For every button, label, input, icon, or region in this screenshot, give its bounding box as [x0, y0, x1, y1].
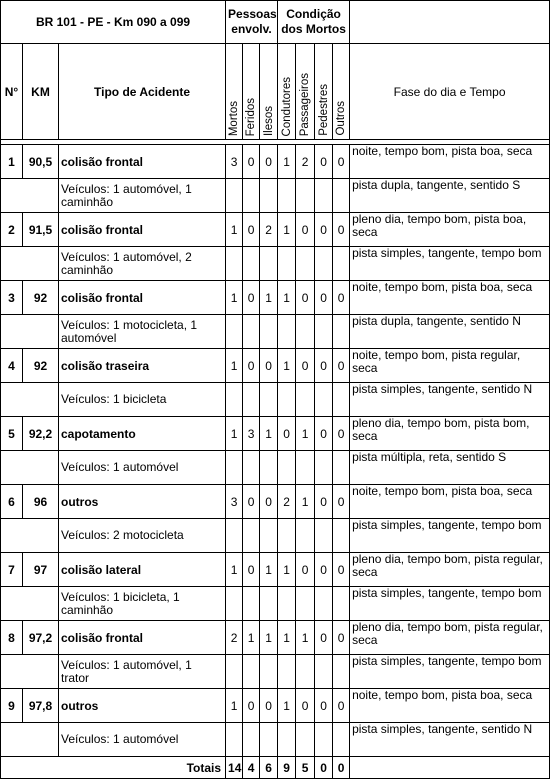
cell-feridos: 0 [243, 485, 260, 519]
cell-veiculos: Veículos: 1 automóvel [59, 451, 226, 485]
cell-mortos: 3 [226, 485, 243, 519]
col-header-condutores-label: Condutores [280, 76, 293, 136]
cell-blank [315, 723, 333, 757]
cell-blank [260, 655, 278, 689]
cell-ilesos: 0 [260, 689, 278, 723]
col-header-pedestres-label: Pedestres [317, 84, 330, 136]
cell-pedestres: 0 [315, 349, 333, 383]
cell-blank [1, 655, 59, 689]
table-row [1, 417, 550, 451]
cell-feridos: 0 [243, 145, 260, 179]
cell-ilesos: 2 [260, 213, 278, 247]
cell-blank [243, 383, 260, 417]
table-row [1, 281, 550, 315]
cell-blank [226, 383, 243, 417]
cell-blank [296, 179, 315, 213]
cell-passageiros: 1 [296, 417, 315, 451]
col-header-km: KM [23, 44, 59, 140]
cell-blank [226, 723, 243, 757]
cell-blank [278, 519, 296, 553]
cell-blank [278, 179, 296, 213]
cell-condutores: 1 [278, 621, 296, 655]
cell-tipo: colisão lateral [59, 553, 226, 587]
table-row [1, 349, 550, 383]
cell-km: 96 [23, 485, 59, 519]
cell-blank [260, 315, 278, 349]
cell-condutores: 1 [278, 145, 296, 179]
cell-veiculos: Veículos: 1 bicicleta [59, 383, 226, 417]
col-header-mortos [226, 44, 243, 140]
cell-km: 90,5 [23, 145, 59, 179]
cell-blank [1, 451, 59, 485]
table-row [1, 145, 550, 179]
cell-mortos: 1 [226, 553, 243, 587]
cell-passageiros: 0 [296, 213, 315, 247]
cell-n: 9 [1, 689, 23, 723]
table-row-details [1, 315, 550, 349]
col-header-fase: Fase do dia e Tempo [350, 44, 550, 140]
cell-tipo: outros [59, 689, 226, 723]
cell-condutores: 1 [278, 213, 296, 247]
cell-mortos: 1 [226, 417, 243, 451]
cell-blank [315, 315, 333, 349]
cell-feridos: 1 [243, 621, 260, 655]
cell-blank [278, 451, 296, 485]
cell-pista: pista simples, tangente, tempo bom [350, 247, 550, 281]
cell-condutores: 0 [278, 417, 296, 451]
cell-pedestres: 0 [315, 553, 333, 587]
cell-tipo: colisão frontal [59, 621, 226, 655]
cell-blank [1, 383, 59, 417]
total-outros: 0 [333, 757, 350, 779]
cell-veiculos: Veículos: 1 automóvel, 1 trator [59, 655, 226, 689]
totals-row [1, 757, 550, 779]
cell-km: 92,2 [23, 417, 59, 451]
cell-blank [315, 587, 333, 621]
cell-blank [278, 723, 296, 757]
cell-blank [296, 247, 315, 281]
cell-veiculos: Veículos: 1 automóvel, 2 caminhão [59, 247, 226, 281]
cell-blank [243, 179, 260, 213]
cell-ilesos: 1 [260, 417, 278, 451]
total-passageiros: 5 [296, 757, 315, 779]
table-row [1, 485, 550, 519]
cell-blank [333, 723, 350, 757]
cell-blank [315, 451, 333, 485]
total-ilesos: 6 [260, 757, 278, 779]
cell-passageiros: 0 [296, 349, 315, 383]
cell-blank [333, 655, 350, 689]
table-row-details [1, 383, 550, 417]
cell-n: 5 [1, 417, 23, 451]
cell-km: 97,8 [23, 689, 59, 723]
cell-outros: 0 [333, 213, 350, 247]
cell-pedestres: 0 [315, 281, 333, 315]
cell-feridos: 3 [243, 417, 260, 451]
cell-feridos: 0 [243, 349, 260, 383]
cell-ilesos: 0 [260, 145, 278, 179]
cell-blank [226, 247, 243, 281]
cell-blank [333, 383, 350, 417]
cell-blank [226, 587, 243, 621]
cell-n: 1 [1, 145, 23, 179]
cell-blank [296, 451, 315, 485]
cell-blank [278, 383, 296, 417]
table-row-details [1, 247, 550, 281]
cell-fase-tempo: pleno dia, tempo bom, pista bom, seca [350, 417, 550, 451]
cell-fase-tempo: pleno dia, tempo bom, pista boa, seca [350, 213, 550, 247]
cell-feridos: 0 [243, 213, 260, 247]
cell-blank [296, 383, 315, 417]
cell-pedestres: 0 [315, 689, 333, 723]
cell-blank [296, 315, 315, 349]
col-header-ilesos-label: Ilesos [262, 105, 275, 136]
col-header-outros-label: Outros [335, 101, 348, 136]
cell-ilesos: 1 [260, 621, 278, 655]
cell-pista: pista simples, tangente, tempo bom [350, 587, 550, 621]
cell-blank [243, 655, 260, 689]
cell-ilesos: 0 [260, 485, 278, 519]
table-row-details [1, 587, 550, 621]
cell-tipo: outros [59, 485, 226, 519]
cell-blank [296, 655, 315, 689]
cell-blank [260, 587, 278, 621]
cell-blank [1, 587, 59, 621]
cell-condutores: 1 [278, 281, 296, 315]
cell-ilesos: 1 [260, 553, 278, 587]
cell-tipo: colisão frontal [59, 145, 226, 179]
cell-blank [333, 315, 350, 349]
cell-blank [260, 383, 278, 417]
cell-veiculos: Veículos: 1 automóvel, 1 caminhão [59, 179, 226, 213]
table-row-details [1, 723, 550, 757]
cell-blank [278, 655, 296, 689]
cell-km: 92 [23, 281, 59, 315]
cell-passageiros: 1 [296, 485, 315, 519]
cell-pedestres: 0 [315, 485, 333, 519]
cell-mortos: 3 [226, 145, 243, 179]
cell-feridos: 0 [243, 553, 260, 587]
cell-blank [315, 179, 333, 213]
table-row [1, 553, 550, 587]
col-header-ilesos [260, 44, 278, 140]
cell-fase-tempo: noite, tempo bom, pista boa, seca [350, 485, 550, 519]
cell-outros: 0 [333, 553, 350, 587]
cell-blank [1, 247, 59, 281]
cell-blank [226, 315, 243, 349]
cell-pista: pista dupla, tangente, sentido S [350, 179, 550, 213]
cell-fase-tempo: pleno dia, tempo bom, pista regular, seca [350, 621, 550, 655]
col-header-mortos-label: Mortos [228, 100, 241, 136]
cell-blank [243, 315, 260, 349]
cell-condutores: 1 [278, 349, 296, 383]
cell-blank [333, 587, 350, 621]
cell-blank [260, 247, 278, 281]
table-row [1, 213, 550, 247]
header-columns-row [1, 44, 550, 140]
cell-veiculos: Veículos: 1 bicicleta, 1 caminhão [59, 587, 226, 621]
cell-n: 4 [1, 349, 23, 383]
cell-outros: 0 [333, 417, 350, 451]
cell-veiculos: Veículos: 1 automóvel [59, 723, 226, 757]
table-row-details [1, 179, 550, 213]
col-header-pedestres [315, 44, 333, 140]
cell-blank [243, 519, 260, 553]
table-row-details [1, 655, 550, 689]
cell-blank [315, 247, 333, 281]
cell-ilesos: 1 [260, 281, 278, 315]
cell-blank [1, 723, 59, 757]
col-header-n: N° [1, 44, 23, 140]
cell-blank [278, 247, 296, 281]
cell-tipo: capotamento [59, 417, 226, 451]
cell-outros: 0 [333, 145, 350, 179]
cell-blank [296, 723, 315, 757]
cell-ilesos: 0 [260, 349, 278, 383]
cell-fase-tempo: noite, tempo bom, pista boa, seca [350, 145, 550, 179]
cell-blank [243, 587, 260, 621]
cell-mortos: 2 [226, 621, 243, 655]
cell-pista: pista simples, tangente, sentido N [350, 723, 550, 757]
cell-tipo: colisão frontal [59, 213, 226, 247]
col-header-passageiros-label: Passageiros [299, 72, 312, 136]
cell-blank [333, 247, 350, 281]
cell-pista: pista múltipla, reta, sentido S [350, 451, 550, 485]
col-header-condutores [278, 44, 296, 140]
cell-pista: pista dupla, tangente, sentido N [350, 315, 550, 349]
cell-blank [1, 179, 59, 213]
cell-blank [260, 519, 278, 553]
table-row-details [1, 451, 550, 485]
cell-blank [315, 655, 333, 689]
col-header-passageiros [296, 44, 315, 140]
header-group-row [1, 1, 550, 44]
cell-blank [1, 315, 59, 349]
cell-outros: 0 [333, 349, 350, 383]
condicao-mortos-header: Condição dos Mortos [278, 1, 350, 44]
cell-blank [260, 451, 278, 485]
cell-blank [226, 655, 243, 689]
col-header-feridos [243, 44, 260, 140]
table-row [1, 621, 550, 655]
cell-condutores: 1 [278, 553, 296, 587]
total-mortos: 14 [226, 757, 243, 779]
cell-fase-tempo: noite, tempo bom, pista regular, seca [350, 349, 550, 383]
cell-fase-tempo: noite, tempo bom, pista boa, seca [350, 689, 550, 723]
cell-outros: 0 [333, 621, 350, 655]
cell-blank [296, 587, 315, 621]
totals-label: Totais [1, 757, 226, 779]
total-pedestres: 0 [315, 757, 333, 779]
cell-blank [243, 451, 260, 485]
col-header-tipo: Tipo de Acidente [59, 44, 226, 140]
cell-km: 92 [23, 349, 59, 383]
cell-passageiros: 0 [296, 689, 315, 723]
total-condutores: 9 [278, 757, 296, 779]
col-header-feridos-label: Feridos [245, 97, 258, 136]
cell-feridos: 0 [243, 281, 260, 315]
cell-blank [278, 587, 296, 621]
cell-pista: pista simples, tangente, tempo bom [350, 519, 550, 553]
cell-outros: 0 [333, 485, 350, 519]
cell-outros: 0 [333, 689, 350, 723]
cell-blank [333, 451, 350, 485]
cell-passageiros: 0 [296, 553, 315, 587]
cell-mortos: 1 [226, 213, 243, 247]
cell-tipo: colisão frontal [59, 281, 226, 315]
cell-blank [226, 519, 243, 553]
cell-pista: pista simples, tangente, sentido N [350, 383, 550, 417]
table-title: BR 101 - PE - Km 090 a 099 [1, 1, 226, 44]
cell-pedestres: 0 [315, 417, 333, 451]
header-blank-cell [350, 1, 550, 44]
cell-n: 8 [1, 621, 23, 655]
cell-blank [226, 451, 243, 485]
cell-km: 97,2 [23, 621, 59, 655]
cell-pedestres: 0 [315, 145, 333, 179]
cell-tipo: colisão traseira [59, 349, 226, 383]
cell-outros: 0 [333, 281, 350, 315]
cell-fase-tempo: pleno dia, tempo bom, pista regular, seca [350, 553, 550, 587]
cell-blank [333, 519, 350, 553]
cell-n: 6 [1, 485, 23, 519]
cell-pista: pista simples, tangente, tempo bom [350, 655, 550, 689]
cell-mortos: 1 [226, 689, 243, 723]
total-feridos: 4 [243, 757, 260, 779]
cell-n: 7 [1, 553, 23, 587]
cell-km: 91,5 [23, 213, 59, 247]
cell-blank [260, 723, 278, 757]
cell-pedestres: 0 [315, 213, 333, 247]
cell-blank [350, 757, 550, 779]
cell-blank [333, 179, 350, 213]
cell-condutores: 2 [278, 485, 296, 519]
cell-n: 2 [1, 213, 23, 247]
cell-fase-tempo: noite, tempo bom, pista boa, seca [350, 281, 550, 315]
cell-blank [243, 247, 260, 281]
cell-passageiros: 0 [296, 281, 315, 315]
pessoas-envolvidas-header: Pessoas envolv. [226, 1, 278, 44]
cell-blank [315, 383, 333, 417]
cell-mortos: 1 [226, 281, 243, 315]
cell-condutores: 1 [278, 689, 296, 723]
cell-blank [315, 519, 333, 553]
cell-veiculos: Veículos: 2 motocicleta [59, 519, 226, 553]
cell-blank [296, 519, 315, 553]
cell-n: 3 [1, 281, 23, 315]
col-header-outros [333, 44, 350, 140]
cell-pedestres: 0 [315, 621, 333, 655]
cell-passageiros: 2 [296, 145, 315, 179]
cell-mortos: 1 [226, 349, 243, 383]
cell-passageiros: 1 [296, 621, 315, 655]
cell-veiculos: Veículos: 1 motocicleta, 1 automóvel [59, 315, 226, 349]
cell-blank [278, 315, 296, 349]
cell-blank [226, 179, 243, 213]
table-row [1, 689, 550, 723]
cell-blank [260, 179, 278, 213]
table-row-details [1, 519, 550, 553]
cell-blank [243, 723, 260, 757]
cell-km: 97 [23, 553, 59, 587]
cell-blank [1, 519, 59, 553]
cell-feridos: 0 [243, 689, 260, 723]
